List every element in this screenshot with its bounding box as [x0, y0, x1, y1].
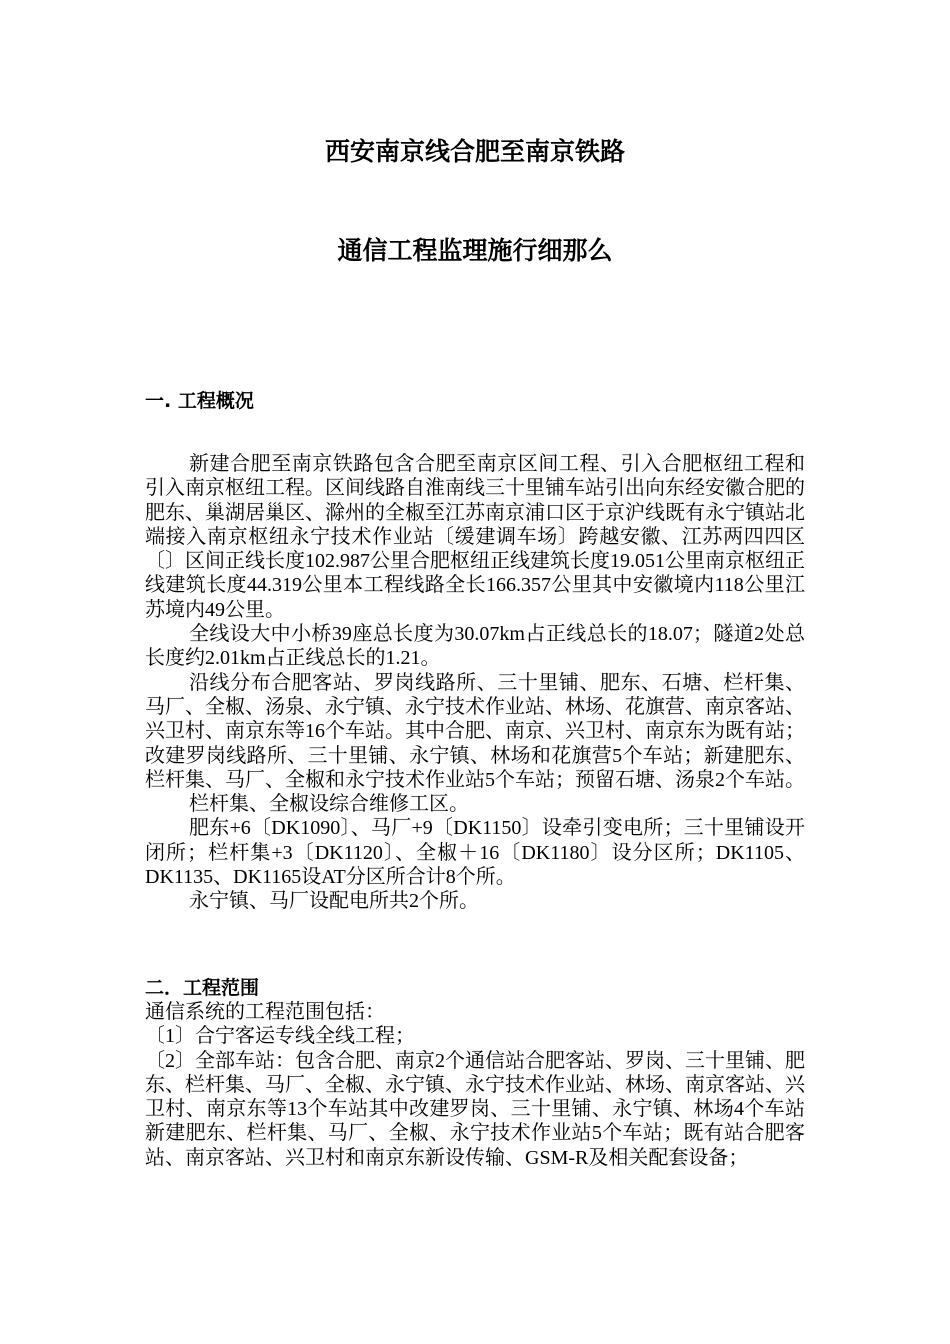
- section-1-paragraph: 肥东+6〔DK1090〕、马厂+9〔DK1150〕设牵引变电所；三十里铺设开闭所；栏杆集+3〔DK1120〕、全椒＋16〔DK1180〕设分区所；DK1105、DK1135、DK1165设AT分区所合计8个所。: [145, 817, 805, 889]
- section-1-paragraph: 新建合肥至南京铁路包含合肥至南京区间工程、引入合肥枢纽工程和引入南京枢纽工程。区间线路自淮南线三十里铺车站引出向东经安徽合肥的肥东、巢湖居巢区、滁州的全椒至江苏南京浦口区于京沪线既有永宁镇站北端接入南京枢纽永宁技术作业站〔缓建调车场〕跨越安徽、江苏两四四区〔〕区间正线长度102.987公里合肥枢纽正线建筑长度19.051公里南京枢纽正线建筑长度44.319公里本工程线路全长166.357公里其中安徽境内118公里江苏境内49公里。: [145, 453, 805, 621]
- section-1-paragraph: 栏杆集、全椒设综合维修工区。: [189, 793, 469, 816]
- section-1-paragraph: 永宁镇、马厂设配电所共2个所。: [189, 890, 479, 913]
- section-2-heading: 二．工程范围: [145, 977, 260, 999]
- section-2-paragraph: 通信系统的工程范围包括：: [145, 1001, 385, 1023]
- section-2-paragraph: 〔2〕全部车站：包含合肥、南京2个通信站合肥客站、罗岗、三十里铺、肥东、栏杆集、马厂、全椒、永宁镇、永宁技术作业站、林场、南京客站、兴卫村、南京东等13个车站其中改建罗岗、三十里铺、永宁镇、林场4个车站新建肥东、栏杆集、马厂、全椒、永宁技术作业站5个车站；既有站合肥客站、南京客站、兴卫村和南京东新设传输、GSM-R及相关配套设备；: [145, 1049, 805, 1169]
- section-2-paragraph: 〔1〕合宁客运专线全线工程；: [145, 1025, 415, 1048]
- section-1-body: [145, 452, 805, 914]
- section-1-paragraph: 沿线分布合肥客站、罗岗线路所、三十里铺、肥东、石塘、栏杆集、马厂、全椒、汤泉、永宁镇、永宁技术作业站、林场、花旗营、南京客站、兴卫村、南京东等16个车站。其中合肥、南京、兴卫村、南京东为既有站；改建罗岗线路所、三十里铺、永宁镇、林场和花旗营5个车站；新建肥东、栏杆集、马厂、全椒和永宁技术作业站5个车站；预留石塘、汤泉2个车站。: [145, 671, 805, 791]
- section-1-paragraph: 全线设大中小桥39座总长度为30.07km占正线总长的18.07；隧道2处总长度约2.01km占正线总长的1.21。: [145, 623, 805, 670]
- document-title-line-1: 西安南京线合肥至南京铁路: [324, 137, 625, 166]
- section-1-heading: 一. 工程概况: [145, 390, 254, 412]
- section-2-body: [145, 1000, 805, 1170]
- document-title-line-2: 通信工程监理施行细那么: [337, 236, 613, 265]
